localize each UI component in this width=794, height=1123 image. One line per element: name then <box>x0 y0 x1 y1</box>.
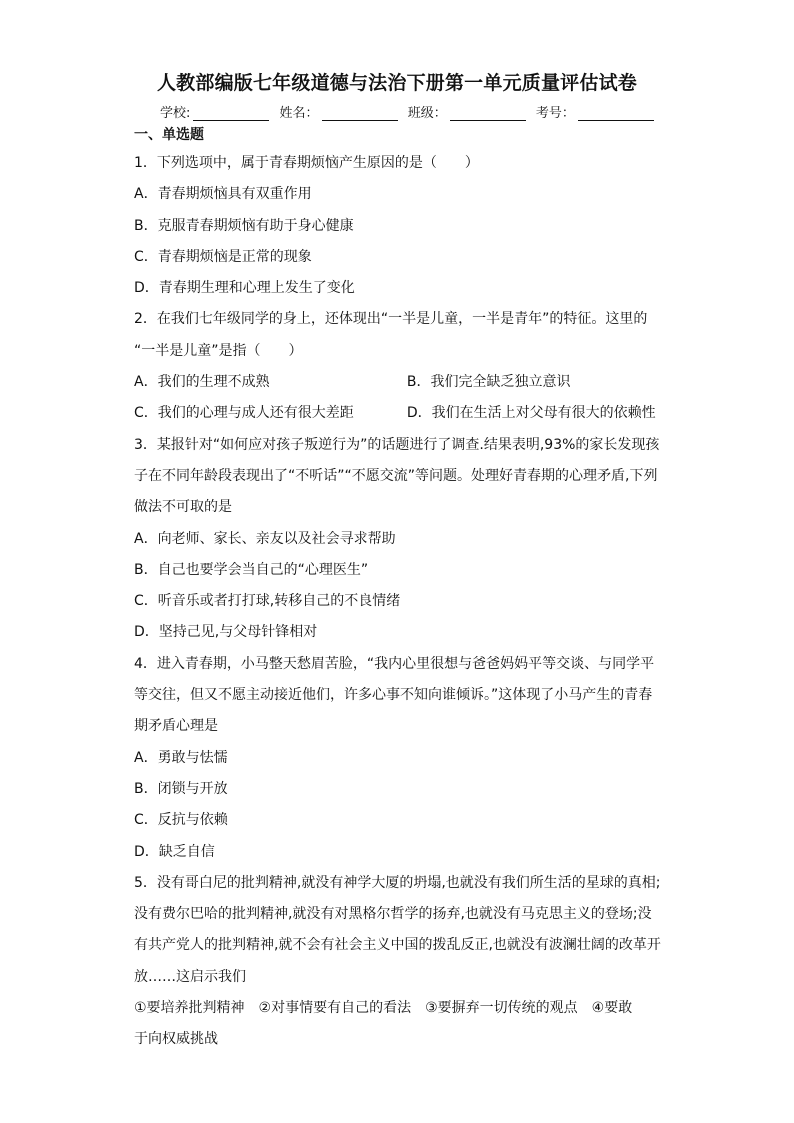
question-stem: 放……这启示我们 <box>134 968 246 985</box>
student-info-line <box>160 102 660 121</box>
question-stem: 有共产党人的批判精神,就不会有社会主义中国的拨乱反正,也就没有波澜壮阔的改革开 <box>134 937 661 954</box>
question-stem: 等交往，但又不愿主动接近他们，许多心事不知向谁倾诉。”这体现了小马产生的青春 <box>134 687 653 704</box>
option-a[interactable]: A．向老师、家长、亲友以及社会寻求帮助 <box>134 530 396 547</box>
name-field[interactable] <box>322 106 398 121</box>
option-b[interactable]: B．我们完全缺乏独立意识 <box>406 374 571 391</box>
option-d[interactable]: D．坚持己见,与父母针锋相对 <box>134 624 318 641</box>
statement-list: ①要培养批判精神 ②对事情要有自己的看法 ③要摒弃一切传统的观点 ④要敢 <box>134 1000 633 1017</box>
question-3 <box>134 430 664 649</box>
question-2 <box>134 304 664 429</box>
school-field[interactable] <box>193 106 269 121</box>
option-b[interactable]: B．闭锁与开放 <box>134 780 228 797</box>
statement-list: 于向权威挑战 <box>134 1031 218 1048</box>
question-stem: 3．某报针对“如何应对孩子叛逆行为”的话题进行了调查.结果表明,93%的家长发现孩 <box>134 436 660 453</box>
exam-no-label: 考号： <box>535 106 575 121</box>
option-b[interactable]: B．自己也要学会当自己的“心理医生” <box>134 561 369 578</box>
question-stem: 1．下列选项中，属于青春期烦恼产生原因的是（ ） <box>134 155 479 171</box>
class-field[interactable] <box>450 106 526 121</box>
school-label: 学校: <box>160 106 191 121</box>
question-stem: 子在不同年龄段表现出了“不听话”“不愿交流”等问题。处理好青春期的心理矛盾,下列 <box>134 467 658 484</box>
question-stem: 4．进入青春期，小马整天愁眉苦脸，“我内心里很想与爸爸妈妈平等交谈、与同学平 <box>134 655 655 672</box>
question-list <box>134 148 664 1056</box>
section-heading: 一、单选题 <box>134 127 204 143</box>
question-5 <box>134 868 664 1056</box>
question-stem: “一半是儿童”是指（ ） <box>134 342 303 359</box>
question-stem: 5．没有哥白尼的批判精神,就没有神学大厦的坍塌,也就没有我们所生活的星球的真相; <box>134 874 661 891</box>
option-row <box>134 367 664 398</box>
option-c[interactable]: C．反抗与依赖 <box>134 812 228 829</box>
question-stem: 期矛盾心理是 <box>134 718 218 735</box>
option-a[interactable]: A．勇敢与怯懦 <box>134 749 228 766</box>
option-c[interactable]: C．听音乐或者打打球,转移自己的不良情绪 <box>134 593 401 610</box>
question-1 <box>134 148 664 304</box>
option-c[interactable]: C．青春期烦恼是正常的现象 <box>134 248 312 265</box>
question-stem: 2．在我们七年级同学的身上，还体现出“一半是儿童，一半是青年”的特征。这里的 <box>134 311 648 328</box>
option-d[interactable]: D．缺乏自信 <box>134 843 215 860</box>
option-c[interactable]: C．我们的心理与成人还有很大差距 <box>134 405 354 422</box>
page-title: 人教部编版七年级道德与法治下册第一单元质量评估试卷 <box>156 72 637 94</box>
question-stem: 做法不可取的是 <box>134 499 232 516</box>
question-stem: 没有费尔巴哈的批判精神,就没有对黑格尔哲学的扬弃,也就没有马克思主义的登场;没 <box>134 906 652 923</box>
option-b[interactable]: B．克服青春期烦恼有助于身心健康 <box>134 217 354 234</box>
option-row <box>134 398 664 429</box>
name-label: 姓名： <box>279 106 319 121</box>
class-label: 班级： <box>407 106 447 121</box>
question-4 <box>134 649 664 868</box>
option-d[interactable]: D．青春期生理和心理上发生了变化 <box>134 280 355 297</box>
exam-no-field[interactable] <box>578 106 654 121</box>
option-d[interactable]: D．我们在生活上对父母有很大的依赖性 <box>406 405 656 422</box>
option-a[interactable]: A．青春期烦恼具有双重作用 <box>134 186 312 203</box>
option-a[interactable]: A．我们的生理不成熟 <box>134 374 270 391</box>
